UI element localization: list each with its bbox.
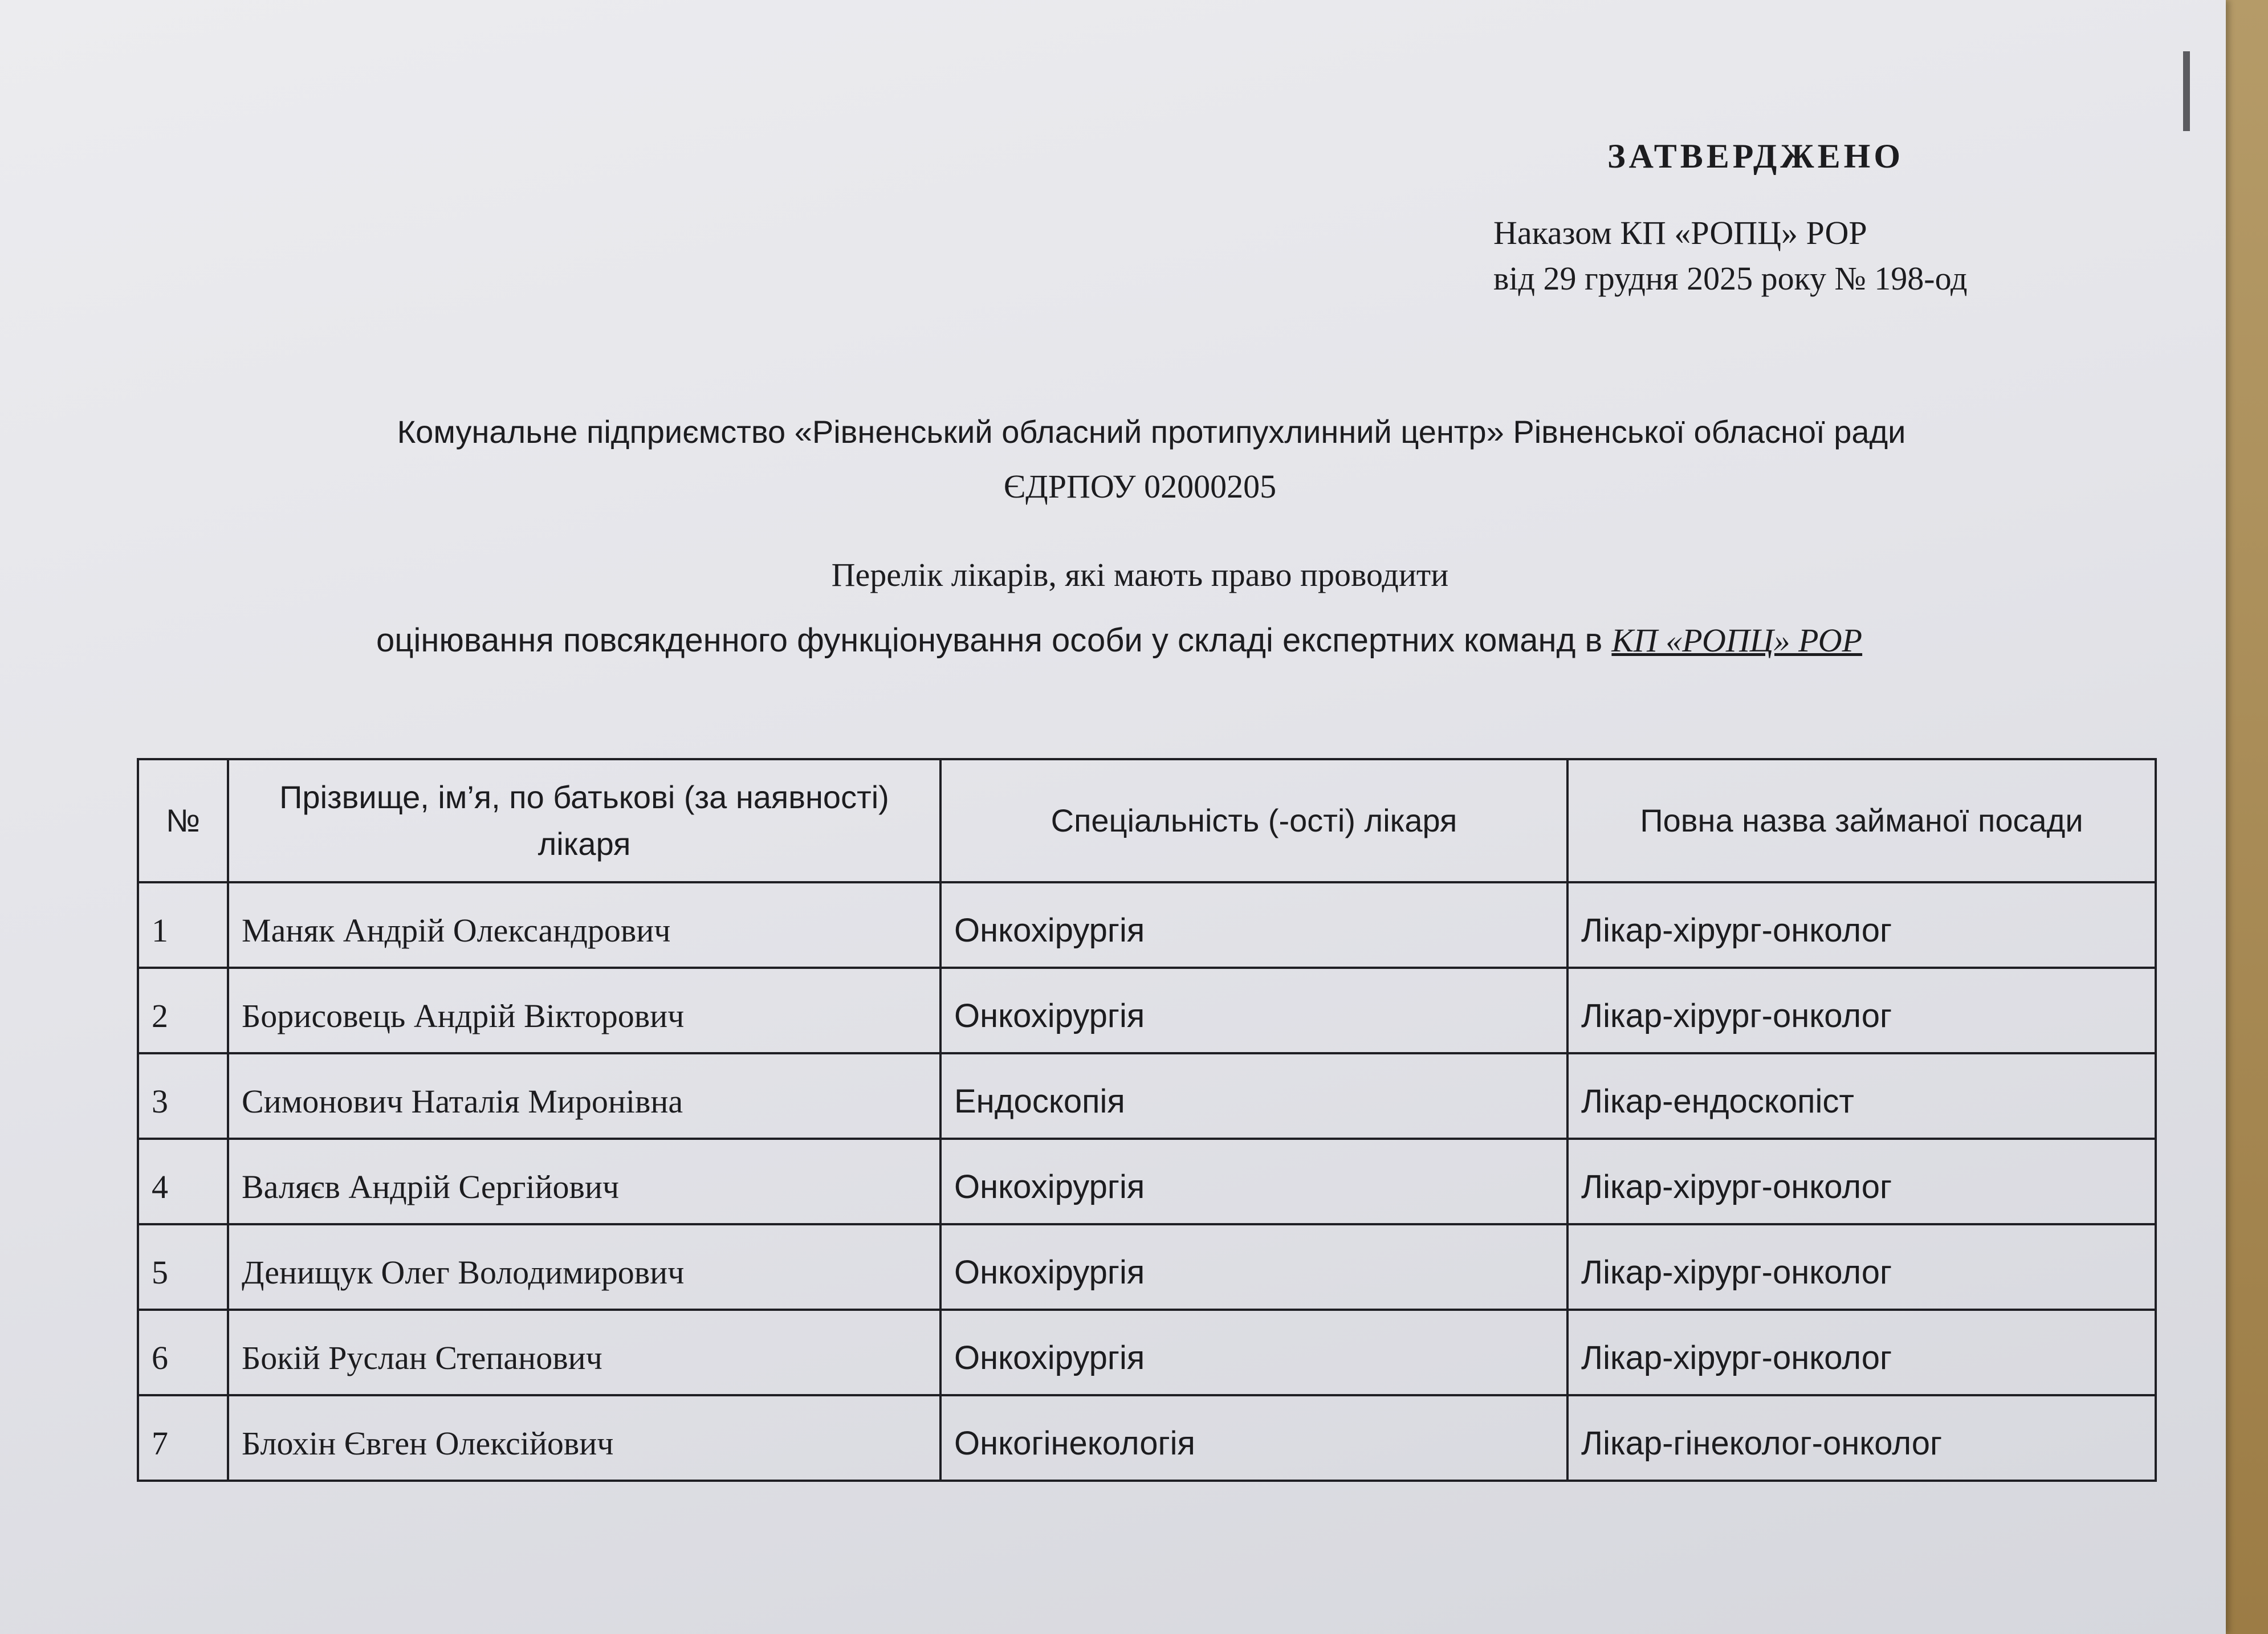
doctor-name: Валяєв Андрій Сергійович	[228, 1139, 940, 1224]
column-header-name: Прізвище, ім’я, по батькові (за наявності) лікаря	[228, 759, 940, 882]
table-row	[138, 882, 2156, 968]
doctor-position: Лікар-хірург-онколог	[1567, 1139, 2156, 1224]
doctor-name: Симонович Наталія Миронівна	[228, 1053, 940, 1139]
doctor-position: Лікар-хірург-онколог	[1567, 968, 2156, 1053]
list-subtitle-org: КП «РОПЦ» РОР	[1611, 622, 1863, 659]
table-row	[138, 968, 2156, 1053]
doctor-position: Лікар-хірург-онколог	[1567, 1310, 2156, 1395]
row-number: 2	[138, 968, 228, 1053]
approval-title: ЗАТВЕРДЖЕНО	[1607, 137, 1904, 175]
table-row	[138, 1139, 2156, 1224]
doctor-position: Лікар-гінеколог-онколог	[1567, 1395, 2156, 1481]
doctor-specialty: Онкохірургія	[940, 1224, 1567, 1310]
table-row	[138, 1224, 2156, 1310]
organization-name: Комунальне підприємство «Рівненський обласний протипухлинний центр» Рівненської обласної ради	[397, 414, 1906, 450]
column-header-number: №	[138, 759, 228, 882]
doctor-position: Лікар-ендоскопіст	[1567, 1053, 2156, 1139]
doctors-table	[137, 758, 2157, 1482]
doctor-name: Маняк Андрій Олександрович	[228, 882, 940, 968]
row-number: 3	[138, 1053, 228, 1139]
row-number: 1	[138, 882, 228, 968]
doctor-name: Борисовець Андрій Вікторович	[228, 968, 940, 1053]
row-number: 5	[138, 1224, 228, 1310]
doctor-specialty: Онкогінекологія	[940, 1395, 1567, 1481]
list-subtitle-text: оцінювання повсякденного функціонування особи у складі експертних команд в	[376, 622, 1603, 659]
column-header-specialty: Спеціальність (-ості) лікаря	[940, 759, 1567, 882]
row-number: 6	[138, 1310, 228, 1395]
column-header-position: Повна назва займаної посади	[1567, 759, 2156, 882]
row-number: 7	[138, 1395, 228, 1481]
doctor-name: Денищук Олег Володимирович	[228, 1224, 940, 1310]
list-title: Перелік лікарів, які мають право проводити	[831, 556, 1449, 593]
table-row	[138, 1053, 2156, 1139]
table-header-row	[138, 759, 2156, 882]
approval-order-line: Наказом КП «РОПЦ» РОР	[1493, 214, 1867, 251]
edrpou-code: ЄДРПОУ 02000205	[1003, 468, 1277, 505]
doctor-position: Лікар-хірург-онколог	[1567, 882, 2156, 968]
approval-date-line: від 29 грудня 2025 року № 198-од	[1493, 260, 1968, 297]
doctor-specialty: Онкохірургія	[940, 1139, 1567, 1224]
table-row	[138, 1395, 2156, 1481]
list-subtitle	[376, 621, 1862, 659]
page-edge-mark	[2183, 51, 2190, 131]
doctor-specialty: Онкохірургія	[940, 968, 1567, 1053]
doctor-specialty: Онкохірургія	[940, 882, 1567, 968]
table-row	[138, 1310, 2156, 1395]
row-number: 4	[138, 1139, 228, 1224]
doctor-name: Блохін Євген Олексійович	[228, 1395, 940, 1481]
doctor-position: Лікар-хірург-онколог	[1567, 1224, 2156, 1310]
doctor-specialty: Онкохірургія	[940, 1310, 1567, 1395]
doctor-name: Бокій Руслан Степанович	[228, 1310, 940, 1395]
doctor-specialty: Ендоскопія	[940, 1053, 1567, 1139]
